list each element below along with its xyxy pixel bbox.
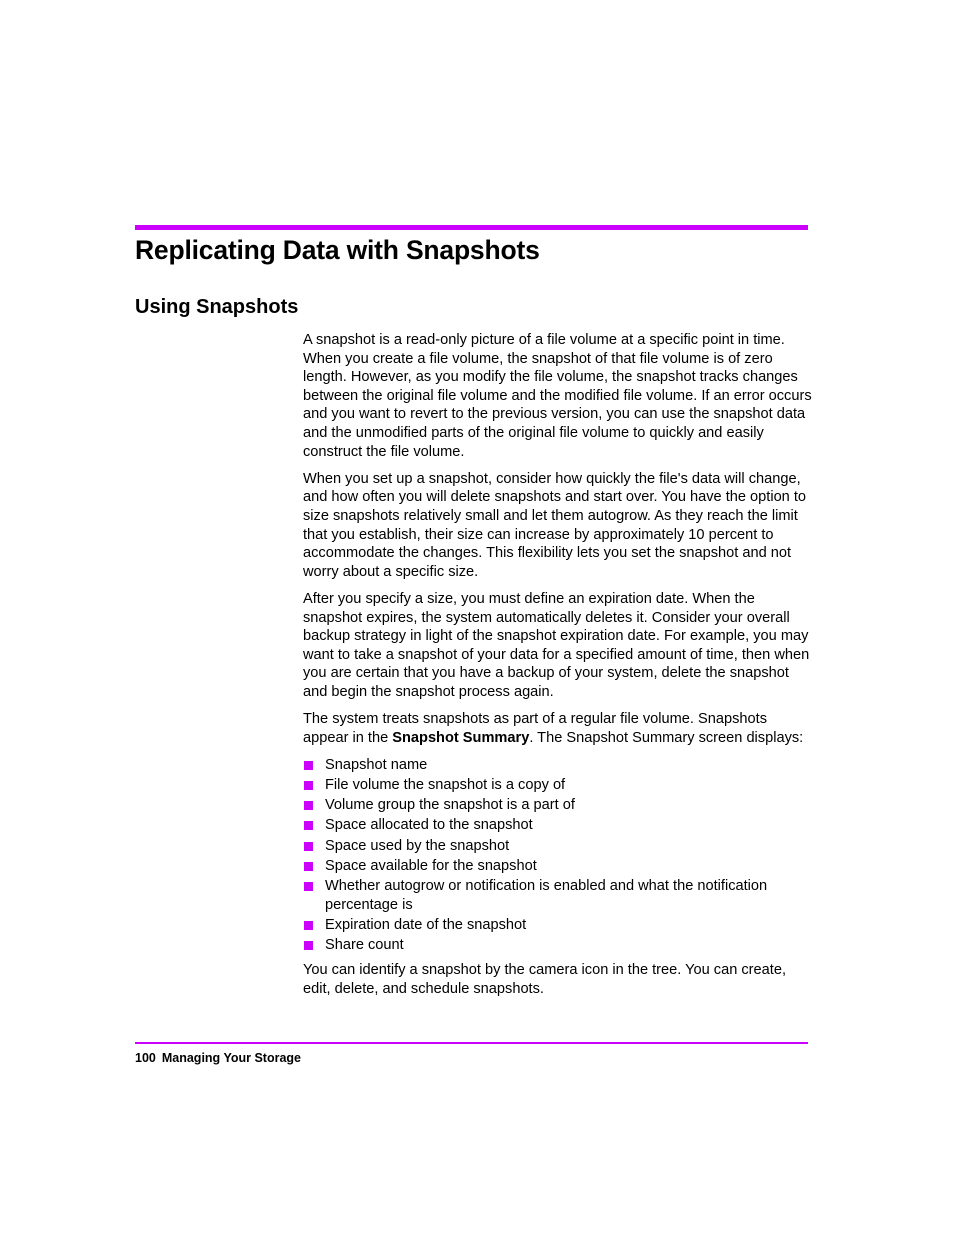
list-item-text: Space used by the snapshot	[325, 837, 510, 854]
summary-text-after: . The Snapshot Summary screen displays:	[529, 729, 804, 746]
closing-paragraph: You can identify a snapshot by the camera icon in the tree. You can create, edit, delete, and schedule snapshots.	[303, 962, 786, 997]
square-bullet-icon	[304, 801, 313, 810]
square-bullet-icon	[304, 781, 313, 790]
list-item-text: Whether autogrow or notification is enabled and what the notification percentage is	[325, 877, 768, 913]
page-number: 100	[135, 1051, 156, 1065]
list-item	[303, 877, 813, 914]
square-bullet-icon	[304, 821, 313, 830]
list-item	[303, 796, 813, 815]
body-text	[303, 331, 813, 1007]
list-item	[303, 857, 813, 876]
list-item	[303, 776, 813, 795]
list-item-text: Space available for the snapshot	[325, 857, 537, 874]
chapter-rule	[135, 225, 808, 230]
page-footer	[135, 1049, 301, 1067]
square-bullet-icon	[304, 921, 313, 930]
list-item	[303, 816, 813, 835]
paragraph: When you set up a snapshot, consider how quickly the file's data will change, and how often you will delete snapshots and start over. You have the option to size snapshots relatively small and let them autogrow. As they reach the limit that you establish, their size can increase by approximately 10 percent to accommodate the changes. This flexibility lets you set the snapshot and not worry about a specific size.	[303, 470, 807, 580]
summary-text-before: The system treats snapshots as part of a regular file volume. Snapshots appear in the	[303, 711, 767, 746]
chapter-title: Replicating Data with Snapshots	[135, 235, 540, 265]
list-item-text: Expiration date of the snapshot	[325, 916, 527, 933]
square-bullet-icon	[304, 862, 313, 871]
square-bullet-icon	[304, 842, 313, 851]
list-item-text: Volume group the snapshot is a part of	[325, 797, 575, 814]
list-item	[303, 936, 813, 955]
list-item-text: File volume the snapshot is a copy of	[325, 777, 566, 794]
summary-fields-list	[303, 756, 813, 955]
square-bullet-icon	[304, 941, 313, 950]
footer-chapter-name: Managing Your Storage	[161, 1051, 301, 1065]
summary-paragraph	[303, 710, 813, 747]
list-item-text: Snapshot name	[325, 756, 428, 773]
snapshot-summary-term: Snapshot Summary	[392, 729, 530, 746]
footer-rule	[135, 1042, 808, 1044]
square-bullet-icon	[304, 761, 313, 770]
list-item	[303, 756, 813, 775]
list-item	[303, 837, 813, 856]
paragraph: A snapshot is a read-only picture of a file volume at a specific point in time. When you create a file volume, the snapshot of that file volume is of zero length. However, as you modify the file volume, the snapshot tracks changes between the original file volume and the modified file volume. If an error occurs and you want to revert to the previous version, you can use the snapshot data and the unmodified parts of the original file volume to quickly and easily construct the file volume.	[303, 332, 812, 460]
list-item	[303, 916, 813, 935]
paragraph: After you specify a size, you must define an expiration date. When the snapshot expires, the system automatically deletes it. Consider your overall backup strategy in light of the snapshot expiration date. For example, you may want to take a snapshot of your data for a specified amount of time, then when you are certain that you have a backup of your system, delete the snapshot and begin the snapshot process again.	[303, 590, 810, 700]
list-item-text: Space allocated to the snapshot	[325, 817, 533, 834]
square-bullet-icon	[304, 882, 313, 891]
list-item-text: Share count	[325, 936, 404, 953]
section-title: Using Snapshots	[135, 296, 299, 318]
